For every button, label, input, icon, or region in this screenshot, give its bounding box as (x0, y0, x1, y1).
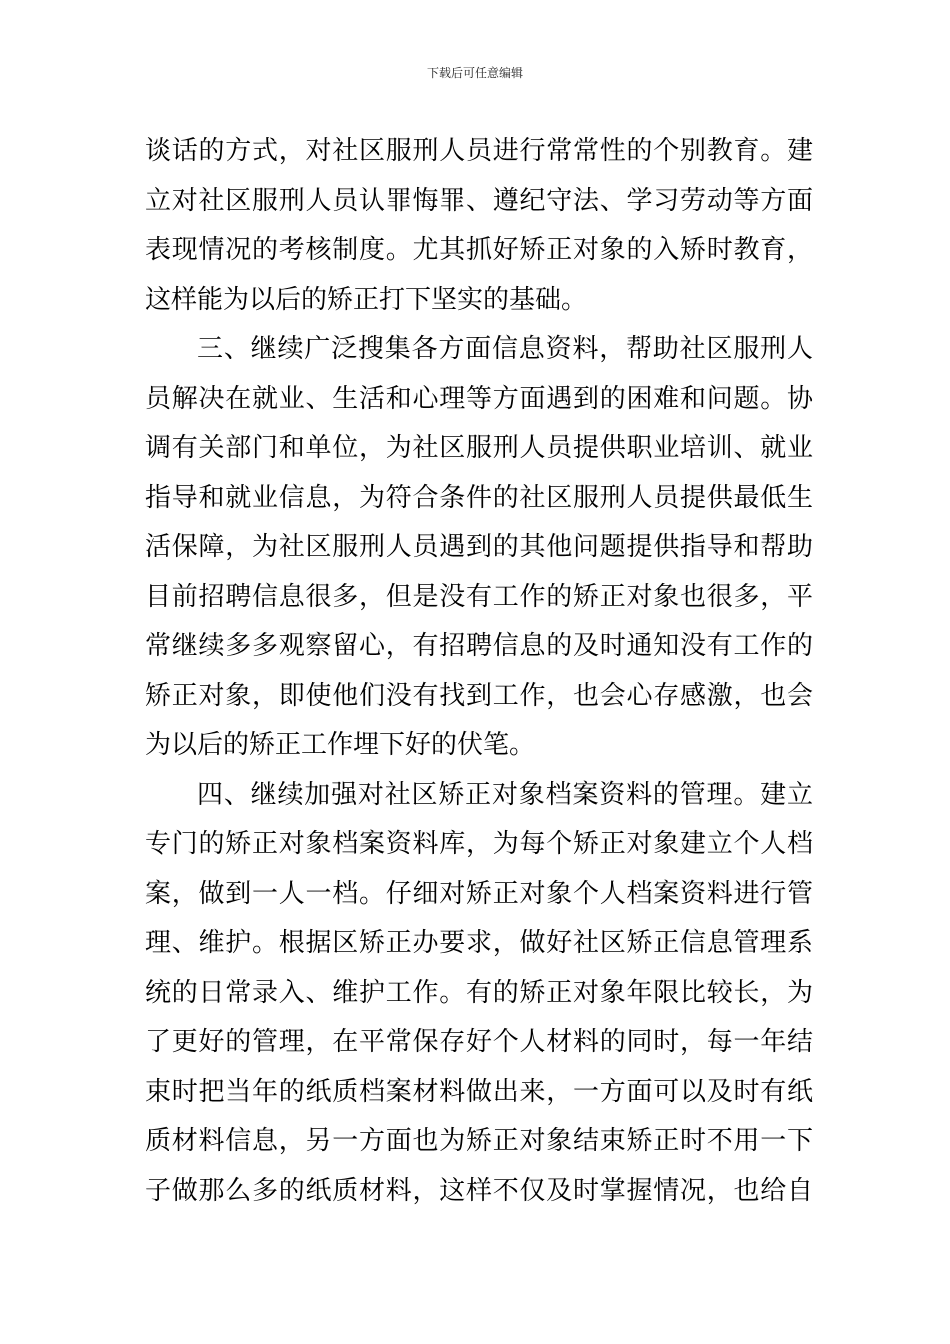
text-line: 活保障，为社区服刑人员遇到的其他问题提供指导和帮助 (145, 532, 813, 562)
text-line: 目前招聘信息很多，但是没有工作的矫正对象也很多，平 (145, 581, 813, 612)
text-line: 立对社区服刑人员认罪悔罪、遵纪守法、学习劳动等方面 (145, 185, 813, 216)
text-line: 束时把当年的纸质档案材料做出来，一方面可以及时有纸 (145, 1076, 813, 1107)
text-line: 矫正对象，即使他们没有找到工作，也会心存感激，也会 (145, 680, 813, 711)
text-line: 理、维护。根据区矫正办要求，做好社区矫正信息管理系 (145, 928, 813, 958)
text-line: 指导和就业信息，为符合条件的社区服刑人员提供最低生 (145, 482, 813, 513)
text-line: 专门的矫正对象档案资料库，为每个矫正对象建立个人档 (145, 829, 813, 859)
paragraph-start-line: 四、继续加强对社区矫正对象档案资料的管理。建立 (197, 779, 813, 810)
text-line: 谈话的方式，对社区服刑人员进行常常性的个别教育。建 (145, 136, 813, 166)
text-line: 这样能为以后的矫正打下坚实的基础。 (145, 284, 588, 315)
text-line: 为以后的矫正工作埋下好的伏笔。 (145, 730, 536, 760)
page-header: 下载后可任意编辑 (426, 66, 523, 80)
paragraph-start-line: 三、继续广泛搜集各方面信息资料，帮助社区服刑人 (197, 334, 813, 364)
text-line: 调有关部门和单位，为社区服刑人员提供职业培训、就业 (145, 433, 813, 463)
document-body (145, 127, 813, 1216)
text-line: 员解决在就业、生活和心理等方面遇到的困难和问题。协 (145, 383, 813, 414)
text-line: 子做那么多的纸质材料，这样不仅及时掌握情况，也给自 (145, 1175, 813, 1206)
text-line: 质材料信息，另一方面也为矫正对象结束矫正时不用一下 (145, 1126, 813, 1156)
text-line: 常继续多多观察留心，有招聘信息的及时通知没有工作的 (145, 631, 813, 661)
text-line: 表现情况的考核制度。尤其抓好矫正对象的入矫时教育， (145, 235, 813, 265)
text-line: 了更好的管理，在平常保存好个人材料的同时，每一年结 (145, 1027, 813, 1057)
text-line: 案，做到一人一档。仔细对矫正对象个人档案资料进行管 (145, 878, 813, 909)
text-line: 统的日常录入、维护工作。有的矫正对象年限比较长，为 (145, 977, 813, 1008)
